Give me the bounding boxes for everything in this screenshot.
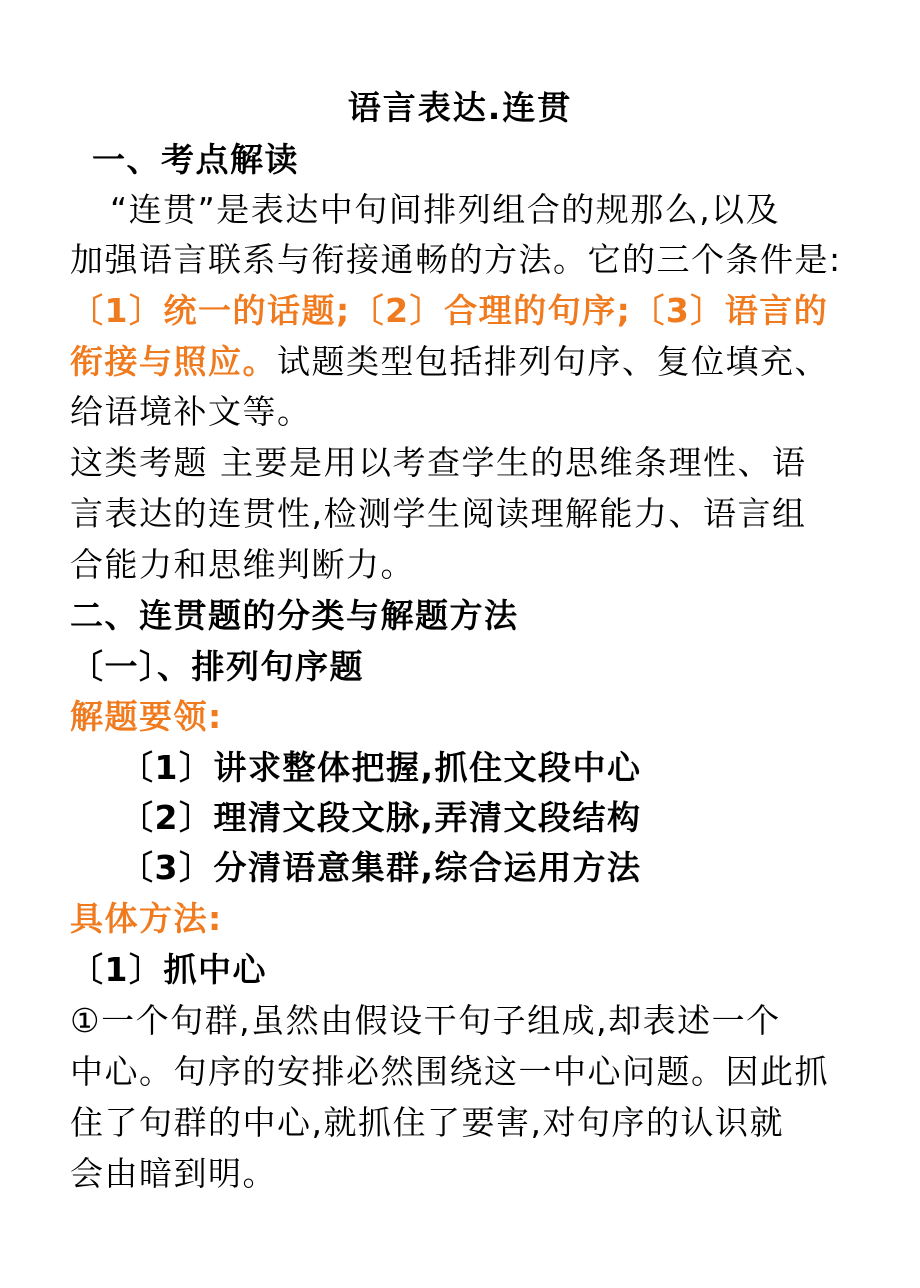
methods-label: 具体方法: xyxy=(70,899,223,938)
paragraph-line: 住了句群的中心,就抓住了要害,对句序的认识就 xyxy=(70,1103,784,1142)
key-points-label: 解题要领: xyxy=(70,697,223,736)
section-heading-key-points: 一、考点解读 xyxy=(92,140,299,179)
paragraph-line: ①一个句群,虽然由假设干句子组成,却表述一个 xyxy=(70,1001,781,1040)
key-point-item: 〔1〕讲求整体把握,抓住文段中心 xyxy=(120,748,642,787)
key-point-item: 〔2〕理清文段文脉,弄清文段结构 xyxy=(120,798,642,837)
paragraph-line: 中心。句序的安排必然围绕这一中心问题。因此抓 xyxy=(70,1052,829,1091)
paragraph-line: 给语境补文等。 xyxy=(70,392,312,431)
section-heading-classification: 二、连贯题的分类与解题方法 xyxy=(70,596,519,635)
document-title: 语言表达.连贯 xyxy=(347,88,573,127)
paragraph-line: 加强语言联系与衔接通畅的方法。它的三个条件是: xyxy=(70,240,842,279)
method-heading: 〔1〕抓中心 xyxy=(70,950,267,989)
paragraph-line-mixed xyxy=(70,342,829,382)
key-point-item: 〔3〕分清语意集群,综合运用方法 xyxy=(120,848,642,887)
paragraph-line: 会由暗到明。 xyxy=(70,1154,277,1193)
highlighted-conditions: 〔1〕统一的话题;〔2〕合理的句序;〔3〕语言的 xyxy=(70,291,829,330)
paragraph-line: 合能力和思维判断力。 xyxy=(70,545,415,584)
paragraph-text: 试题类型包括排列句序、复位填充、 xyxy=(277,342,829,381)
paragraph-line: “连贯”是表达中句间排列组合的规那么,以及 xyxy=(110,190,781,229)
subsection-heading-sentence-order: 〔一〕、排列句序题 xyxy=(70,647,364,686)
highlighted-conditions-end: 衔接与照应。 xyxy=(70,342,277,381)
paragraph-line: 这类考题 主要是用以考查学生的思维条理性、语 xyxy=(70,443,807,482)
paragraph-line: 言表达的连贯性,检测学生阅读理解能力、语言组 xyxy=(70,494,807,533)
